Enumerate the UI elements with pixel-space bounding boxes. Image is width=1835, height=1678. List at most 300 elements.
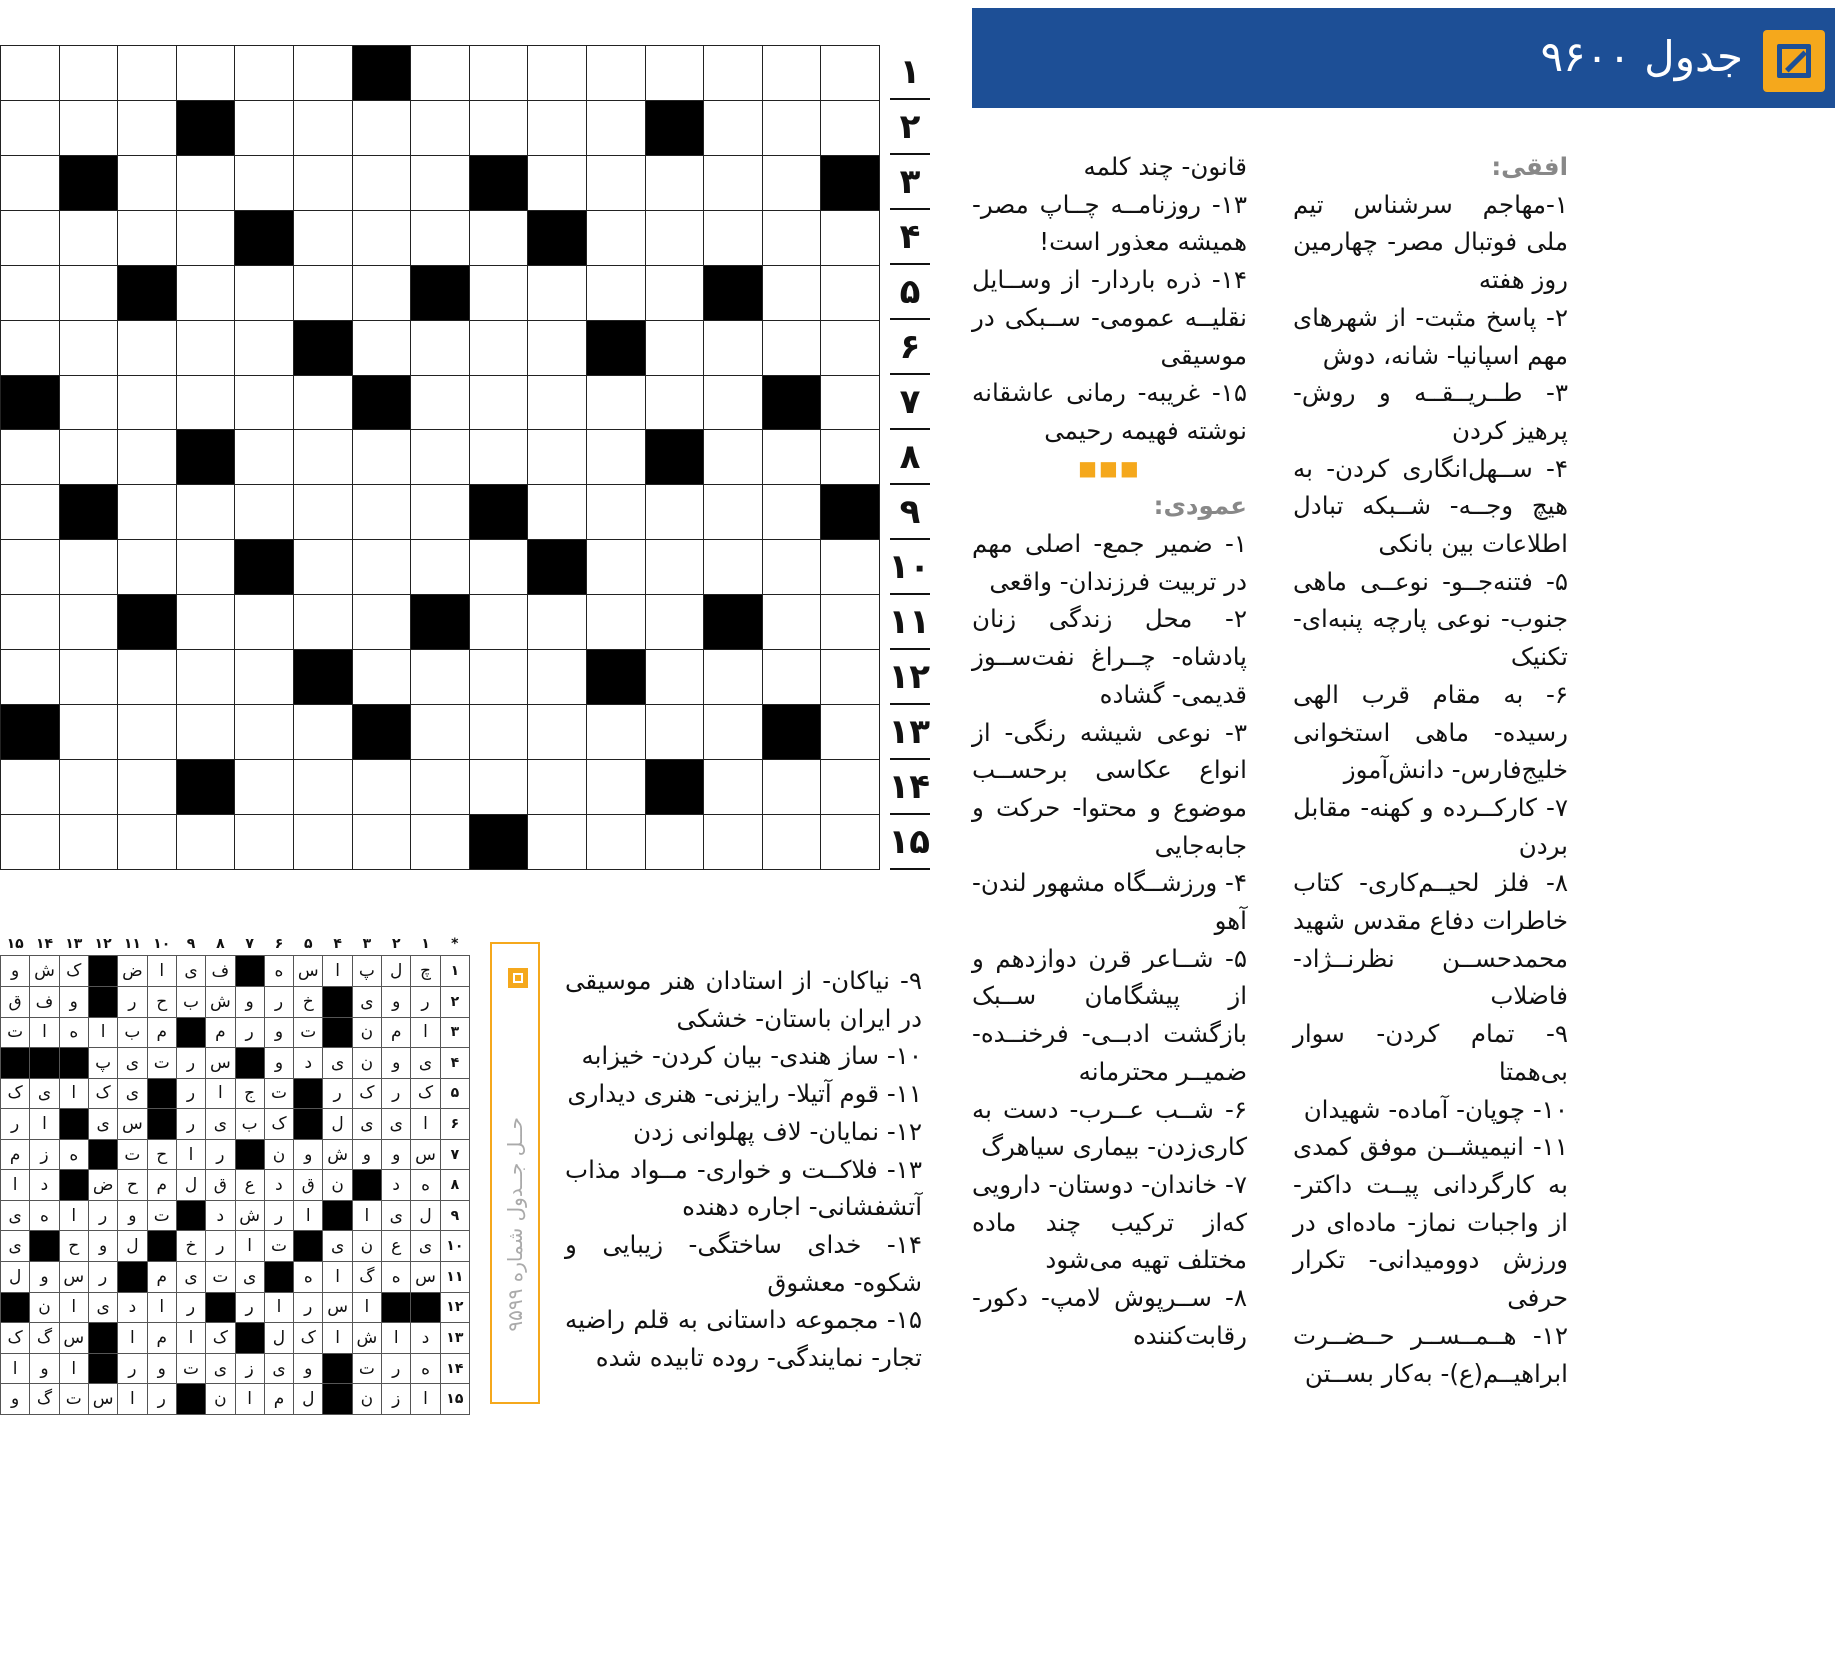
solution-cell: ج — [235, 1078, 264, 1109]
grid-cell[interactable] — [59, 100, 118, 155]
solution-cell: ت — [1, 1017, 30, 1048]
clue: ۵- شــاعر قرن دوازدهم و از پیشگامان ســبک بازگشت ادبــی- فرخنــده- ضمیــر محترمانه — [972, 943, 1247, 1086]
grid-cell[interactable] — [762, 320, 821, 375]
grid-cell-black — [1, 705, 60, 760]
solution-cell: گ — [30, 1384, 59, 1415]
grid-cell[interactable] — [1, 100, 60, 155]
grid-cell[interactable] — [293, 814, 352, 869]
grid-cell[interactable] — [411, 320, 470, 375]
solution-cell: ا — [264, 1292, 293, 1323]
grid-cell[interactable] — [645, 814, 704, 869]
row-number: ۱۳ — [890, 705, 930, 760]
grid-cell[interactable] — [118, 485, 177, 540]
grid-cell[interactable] — [235, 595, 294, 650]
grid-cell[interactable] — [586, 375, 645, 430]
solution-cell: ا — [382, 1323, 411, 1354]
grid-cell[interactable] — [118, 430, 177, 485]
solution-cell: ش — [352, 1323, 381, 1354]
grid-cell[interactable] — [645, 155, 704, 210]
grid-cell[interactable] — [118, 814, 177, 869]
solution-row — [1, 1384, 470, 1415]
grid-cell[interactable] — [352, 155, 411, 210]
solution-cell: ک — [294, 1323, 323, 1354]
grid-cell[interactable] — [645, 375, 704, 430]
grid-cell[interactable] — [469, 650, 528, 705]
grid-cell[interactable] — [586, 540, 645, 595]
grid-cell[interactable] — [118, 100, 177, 155]
grid-cell[interactable] — [528, 759, 587, 814]
grid-cell[interactable] — [59, 759, 118, 814]
clue: ۱-مهاجم سرشناس تیم ملی فوتبال مصر- چهارمین روز هفته — [1293, 189, 1568, 295]
grid-cell[interactable] — [704, 210, 763, 265]
grid-cell[interactable] — [704, 485, 763, 540]
solution-cell: ا — [59, 1353, 88, 1384]
grid-cell[interactable] — [704, 705, 763, 760]
grid-cell[interactable] — [118, 759, 177, 814]
solution-row — [1, 1292, 470, 1323]
solution-cell: ل — [294, 1384, 323, 1415]
solution-cell: ی — [323, 1231, 352, 1262]
row-number: ۵ — [890, 265, 930, 320]
grid-cell[interactable] — [645, 265, 704, 320]
grid-cell[interactable] — [821, 430, 880, 485]
grid-cell[interactable] — [352, 430, 411, 485]
solution-cell: ک — [206, 1323, 235, 1354]
grid-cell[interactable] — [235, 100, 294, 155]
grid-cell-black — [118, 265, 177, 320]
grid-cell[interactable] — [352, 595, 411, 650]
solution-cell: ش — [206, 986, 235, 1017]
solution-cell-black — [235, 956, 264, 987]
row-number: ۳ — [890, 155, 930, 210]
grid-cell[interactable] — [411, 540, 470, 595]
grid-cell[interactable] — [293, 485, 352, 540]
grid-cell[interactable] — [528, 485, 587, 540]
grid-cell[interactable] — [704, 46, 763, 101]
solution-cell: ک — [88, 1078, 117, 1109]
grid-cell[interactable] — [821, 814, 880, 869]
clue: ۱۳- روزنامــه چــاپ مصر- همیشه معذور است! — [972, 189, 1247, 257]
grid-cell[interactable] — [59, 375, 118, 430]
solution-corner: * — [440, 933, 469, 956]
grid-cell[interactable] — [1, 814, 60, 869]
grid-cell[interactable] — [235, 485, 294, 540]
grid-cell[interactable] — [118, 320, 177, 375]
grid-cell[interactable] — [528, 100, 587, 155]
grid-cell[interactable] — [411, 430, 470, 485]
solution-cell-black — [147, 1078, 176, 1109]
grid-cell[interactable] — [762, 265, 821, 320]
grid-cell[interactable] — [469, 375, 528, 430]
grid-cell[interactable] — [59, 430, 118, 485]
grid-row — [1, 759, 880, 814]
solution-row-number: ۵ — [440, 1078, 469, 1109]
solution-cell: د — [294, 1048, 323, 1079]
grid-cell[interactable] — [235, 320, 294, 375]
grid-cell[interactable] — [352, 485, 411, 540]
solution-cell: ر — [88, 1200, 117, 1231]
grid-cell[interactable] — [176, 265, 235, 320]
grid-cell[interactable] — [235, 705, 294, 760]
grid-cell[interactable] — [704, 375, 763, 430]
solution-cell: پ — [352, 956, 381, 987]
grid-cell[interactable] — [59, 210, 118, 265]
grid-cell-black — [586, 650, 645, 705]
grid-cell[interactable] — [59, 595, 118, 650]
solution-cell: ا — [147, 1292, 176, 1323]
grid-cell[interactable] — [821, 595, 880, 650]
grid-cell[interactable] — [235, 430, 294, 485]
grid-cell[interactable] — [586, 430, 645, 485]
grid-cell[interactable] — [1, 320, 60, 375]
grid-cell[interactable] — [762, 485, 821, 540]
grid-cell[interactable] — [821, 375, 880, 430]
grid-cell[interactable] — [118, 155, 177, 210]
grid-cell[interactable] — [176, 814, 235, 869]
grid-cell[interactable] — [821, 320, 880, 375]
grid-cell[interactable] — [411, 100, 470, 155]
grid-cell[interactable] — [59, 540, 118, 595]
grid-cell[interactable] — [59, 814, 118, 869]
grid-cell[interactable] — [235, 265, 294, 320]
solution-cell: و — [382, 986, 411, 1017]
solution-column-number: ۲ — [382, 933, 411, 956]
grid-cell[interactable] — [528, 265, 587, 320]
clue: ۶- شــب عــرب- دست به کاری‌زدن- بیماری سیاهرگ — [972, 1094, 1247, 1162]
grid-cell[interactable] — [1, 46, 60, 101]
grid-cell[interactable] — [469, 705, 528, 760]
grid-cell[interactable] — [293, 155, 352, 210]
grid-cell[interactable] — [821, 650, 880, 705]
grid-cell[interactable] — [645, 210, 704, 265]
solution-cell: ا — [323, 1262, 352, 1293]
row-numbers — [890, 45, 930, 870]
solution-cell: ی — [206, 1353, 235, 1384]
solution-row — [1, 1078, 470, 1109]
grid-cell[interactable] — [821, 265, 880, 320]
row-number: ۲ — [890, 100, 930, 155]
grid-cell[interactable] — [586, 100, 645, 155]
grid-cell[interactable] — [469, 320, 528, 375]
solution-row-number: ۴ — [440, 1048, 469, 1079]
grid-cell[interactable] — [176, 595, 235, 650]
grid-cell-black — [235, 540, 294, 595]
grid-cell[interactable] — [293, 210, 352, 265]
grid-cell[interactable] — [118, 375, 177, 430]
grid-cell[interactable] — [235, 650, 294, 705]
grid-cell[interactable] — [586, 210, 645, 265]
grid-cell[interactable] — [762, 46, 821, 101]
grid-cell[interactable] — [528, 375, 587, 430]
grid-cell[interactable] — [469, 430, 528, 485]
grid-cell[interactable] — [1, 540, 60, 595]
grid-cell-black — [469, 485, 528, 540]
solution-cell: ی — [88, 1292, 117, 1323]
grid-cell[interactable] — [176, 46, 235, 101]
grid-cell[interactable] — [469, 210, 528, 265]
grid-cell[interactable] — [762, 540, 821, 595]
grid-cell[interactable] — [469, 100, 528, 155]
grid-cell[interactable] — [59, 650, 118, 705]
row-number: ۱۴ — [890, 760, 930, 815]
clue: ۷- خاندان- دوستان- دارویی که‌از ترکیب چند ماده مختلف تهیه می‌شود — [972, 1169, 1247, 1275]
grid-cell[interactable] — [645, 705, 704, 760]
grid-cell[interactable] — [59, 320, 118, 375]
grid-cell[interactable] — [528, 705, 587, 760]
solution-cell: ل — [118, 1231, 147, 1262]
solution-cell: د — [411, 1323, 440, 1354]
solution-column-number: ۱۰ — [147, 933, 176, 956]
solution-cell: ر — [294, 1292, 323, 1323]
solution-cell: و — [30, 1262, 59, 1293]
grid-cell[interactable] — [704, 759, 763, 814]
grid-cell[interactable] — [118, 650, 177, 705]
grid-cell[interactable] — [762, 650, 821, 705]
grid-row — [1, 705, 880, 760]
grid-cell[interactable] — [176, 485, 235, 540]
grid-cell[interactable] — [293, 540, 352, 595]
solution-cell: م — [147, 1170, 176, 1201]
grid-cell[interactable] — [762, 210, 821, 265]
grid-cell[interactable] — [528, 650, 587, 705]
grid-cell[interactable] — [59, 46, 118, 101]
grid-cell[interactable] — [821, 540, 880, 595]
grid-cell[interactable] — [235, 155, 294, 210]
grid-cell[interactable] — [645, 650, 704, 705]
grid-cell[interactable] — [821, 759, 880, 814]
solution-cell: ر — [206, 1139, 235, 1170]
grid-cell[interactable] — [411, 759, 470, 814]
clue: ۱۴- ذره باردار- از وســایل نقلیــه عمومی- ســبکی در موسیقی — [972, 265, 1247, 370]
solution-cell: ه — [411, 1353, 440, 1384]
row-number: ۱۱ — [890, 595, 930, 650]
row-number: ۷ — [890, 375, 930, 430]
grid-cell[interactable] — [293, 759, 352, 814]
grid-cell[interactable] — [645, 46, 704, 101]
grid-cell[interactable] — [528, 46, 587, 101]
grid-cell[interactable] — [352, 650, 411, 705]
solution-cell-black — [147, 1231, 176, 1262]
grid-cell[interactable] — [762, 595, 821, 650]
grid-cell[interactable] — [411, 210, 470, 265]
grid-cell[interactable] — [176, 155, 235, 210]
grid-cell-black — [411, 595, 470, 650]
solution-row-number: ۳ — [440, 1017, 469, 1048]
grid-cell[interactable] — [235, 46, 294, 101]
solution-cell: ش — [323, 1139, 352, 1170]
grid-cell[interactable] — [352, 540, 411, 595]
solution-cell: د — [206, 1200, 235, 1231]
grid-cell[interactable] — [586, 759, 645, 814]
solution-row — [1, 1017, 470, 1048]
grid-cell[interactable] — [586, 485, 645, 540]
solution-cell: ا — [411, 1109, 440, 1140]
grid-cell[interactable] — [469, 759, 528, 814]
grid-cell[interactable] — [586, 46, 645, 101]
solution-cell: ا — [323, 1323, 352, 1354]
solution-cell: ی — [118, 1048, 147, 1079]
grid-cell[interactable] — [704, 155, 763, 210]
grid-cell[interactable] — [586, 155, 645, 210]
grid-cell[interactable] — [762, 100, 821, 155]
grid-cell[interactable] — [411, 814, 470, 869]
grid-cell[interactable] — [704, 650, 763, 705]
solution-cell: ت — [294, 1017, 323, 1048]
grid-cell[interactable] — [586, 705, 645, 760]
grid-cell[interactable] — [1, 210, 60, 265]
solution-cell-black — [1, 1292, 30, 1323]
solution-cell: ه — [59, 1139, 88, 1170]
grid-cell[interactable] — [411, 485, 470, 540]
grid-cell[interactable] — [528, 155, 587, 210]
grid-cell[interactable] — [469, 595, 528, 650]
grid-cell[interactable] — [821, 46, 880, 101]
grid-cell[interactable] — [411, 375, 470, 430]
grid-cell[interactable] — [762, 155, 821, 210]
solution-row — [1, 1170, 470, 1201]
grid-row — [1, 210, 880, 265]
solution-cell: و — [382, 1048, 411, 1079]
grid-cell[interactable] — [762, 814, 821, 869]
grid-cell[interactable] — [821, 210, 880, 265]
grid-cell[interactable] — [176, 540, 235, 595]
solution-cell: ز — [382, 1384, 411, 1415]
grid-cell[interactable] — [293, 375, 352, 430]
grid-cell[interactable] — [235, 375, 294, 430]
solution-cell: ک — [1, 1078, 30, 1109]
grid-cell[interactable] — [411, 705, 470, 760]
grid-cell[interactable] — [293, 430, 352, 485]
grid-cell[interactable] — [411, 46, 470, 101]
grid-cell[interactable] — [293, 595, 352, 650]
grid-cell[interactable] — [235, 759, 294, 814]
solution-cell: خ — [294, 986, 323, 1017]
solution-cell: ل — [176, 1170, 205, 1201]
clue: ۹- نیاکان- از استادان هنر موسیقی در ایران باستان- خشکی — [565, 966, 922, 1033]
grid-cell[interactable] — [1, 265, 60, 320]
grid-cell[interactable] — [1, 759, 60, 814]
grid-cell[interactable] — [1, 155, 60, 210]
solution-column-number: ۱ — [411, 933, 440, 956]
solution-cell-black — [323, 1200, 352, 1231]
grid-cell[interactable] — [411, 650, 470, 705]
grid-cell[interactable] — [176, 375, 235, 430]
grid-cell[interactable] — [59, 265, 118, 320]
grid-cell[interactable] — [176, 320, 235, 375]
grid-cell[interactable] — [469, 46, 528, 101]
grid-cell[interactable] — [176, 705, 235, 760]
grid-cell[interactable] — [528, 320, 587, 375]
solution-cell: ا — [411, 1384, 440, 1415]
solution-cell: ت — [264, 1231, 293, 1262]
solution-cell: س — [88, 1384, 117, 1415]
solution-cell: ر — [1, 1109, 30, 1140]
solution-cell: ن — [264, 1139, 293, 1170]
grid-cell[interactable] — [586, 595, 645, 650]
grid-cell[interactable] — [293, 46, 352, 101]
grid-cell[interactable] — [235, 814, 294, 869]
grid-cell[interactable] — [704, 100, 763, 155]
grid-cell[interactable] — [352, 100, 411, 155]
grid-cell[interactable] — [704, 540, 763, 595]
grid-cell[interactable] — [293, 705, 352, 760]
grid-cell[interactable] — [645, 320, 704, 375]
grid-cell[interactable] — [352, 210, 411, 265]
solution-cell: ی — [235, 1262, 264, 1293]
grid-cell[interactable] — [704, 814, 763, 869]
solution-cell: ا — [88, 1017, 117, 1048]
solution-cell-black — [411, 1292, 440, 1323]
solution-cell: ع — [382, 1231, 411, 1262]
grid-cell[interactable] — [586, 814, 645, 869]
row-number: ۱۵ — [890, 815, 930, 870]
grid-cell[interactable] — [821, 100, 880, 155]
grid-cell[interactable] — [528, 430, 587, 485]
grid-cell[interactable] — [411, 155, 470, 210]
solution-column-number: ۳ — [352, 933, 381, 956]
grid-cell[interactable] — [645, 540, 704, 595]
grid-cell[interactable] — [293, 100, 352, 155]
grid-cell[interactable] — [1, 595, 60, 650]
grid-cell[interactable] — [645, 595, 704, 650]
solution-cell: ک — [1, 1323, 30, 1354]
grid-cell[interactable] — [704, 430, 763, 485]
grid-cell[interactable] — [118, 210, 177, 265]
grid-cell[interactable] — [469, 265, 528, 320]
grid-cell[interactable] — [469, 540, 528, 595]
grid-cell-black — [704, 595, 763, 650]
grid-cell[interactable] — [176, 650, 235, 705]
grid-cell[interactable] — [352, 759, 411, 814]
clue: ۱۲- نمایان- لاف پهلوانی زدن — [633, 1116, 922, 1146]
grid-cell[interactable] — [528, 814, 587, 869]
grid-cell[interactable] — [821, 705, 880, 760]
grid-cell[interactable] — [352, 320, 411, 375]
solution-cell: ا — [352, 1200, 381, 1231]
solution-cell: ی — [30, 1078, 59, 1109]
solution-cell: ر — [382, 1353, 411, 1384]
grid-cell[interactable] — [118, 540, 177, 595]
grid-cell[interactable] — [645, 485, 704, 540]
solution-cell: و — [294, 1139, 323, 1170]
grid-cell[interactable] — [352, 265, 411, 320]
grid-cell[interactable] — [1, 650, 60, 705]
grid-cell[interactable] — [118, 705, 177, 760]
grid-cell[interactable] — [762, 759, 821, 814]
grid-cell[interactable] — [352, 814, 411, 869]
solution-cell-black — [88, 1323, 117, 1354]
grid-cell[interactable] — [176, 210, 235, 265]
solution-cell: ر — [176, 1292, 205, 1323]
grid-cell[interactable] — [704, 320, 763, 375]
grid-cell[interactable] — [293, 265, 352, 320]
solution-cell: ا — [411, 1017, 440, 1048]
grid-cell[interactable] — [1, 485, 60, 540]
grid-cell[interactable] — [586, 265, 645, 320]
solution-cell: ز — [30, 1139, 59, 1170]
grid-cell[interactable] — [59, 705, 118, 760]
grid-cell[interactable] — [1, 430, 60, 485]
grid-row — [1, 155, 880, 210]
solution-cell: ح — [59, 1231, 88, 1262]
solution-cell: ی — [382, 1200, 411, 1231]
grid-cell[interactable] — [118, 46, 177, 101]
solution-cell: ق — [294, 1170, 323, 1201]
down-clues-column-3 — [565, 962, 922, 1377]
solution-row — [1, 1323, 470, 1354]
grid-cell[interactable] — [528, 595, 587, 650]
grid-cell[interactable] — [762, 430, 821, 485]
